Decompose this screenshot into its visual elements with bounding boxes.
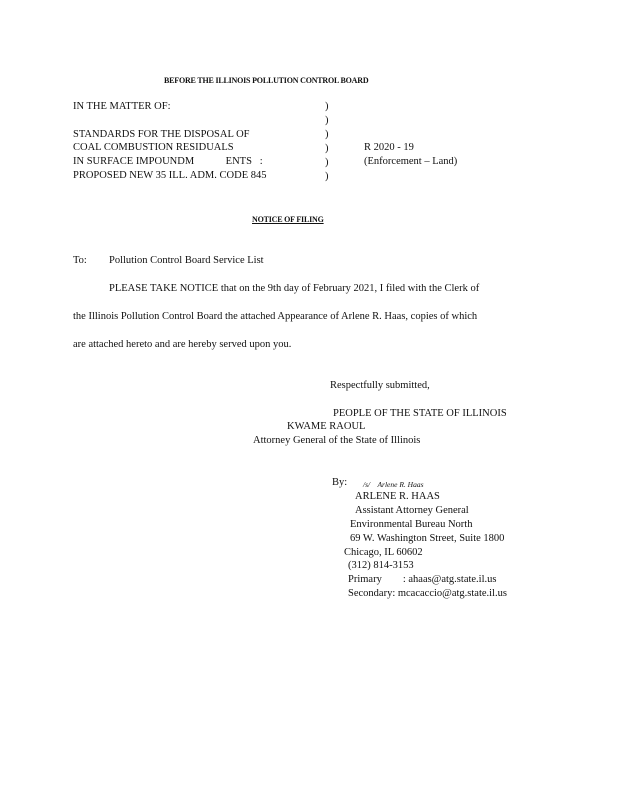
signer-street: 69 W. Washington Street, Suite 1800 (350, 533, 505, 544)
caption-paren: ) (325, 157, 329, 168)
e-signature: /s/ Arlene R. Haas (363, 480, 424, 489)
signer-bureau: Environmental Bureau North (350, 519, 473, 530)
body-line-2: the Illinois Pollution Control Board the attached Appearance of Arlene R. Haas, copies of which (73, 311, 478, 322)
signer-name: ARLENE R. HAAS (355, 491, 440, 502)
to-label: To: (73, 255, 87, 266)
caption-paren: ) (325, 143, 329, 154)
signer-city: Chicago, IL 60602 (344, 547, 423, 558)
ag-title: Attorney General of the State of Illinois (253, 435, 421, 446)
caption-paren: ) (325, 115, 329, 126)
to-value: Pollution Control Board Service List (109, 255, 264, 266)
ag-name: KWAME RAOUL (287, 421, 366, 432)
by-label: By: (332, 477, 348, 488)
caption-line-1: STANDARDS FOR THE DISPOSAL OF (73, 129, 250, 140)
signer-phone: (312) 814-3153 (348, 560, 414, 571)
respectfully-submitted: Respectfully submitted, (330, 380, 430, 391)
body-line-3: are attached hereto and are hereby served upon you. (73, 339, 292, 350)
docket-number: R 2020 - 19 (364, 142, 414, 153)
caption-line-3: IN SURFACE IMPOUNDM ENTS : (73, 156, 263, 167)
caption-paren: ) (325, 101, 329, 112)
signer-secondary-email: Secondary: mcacaccio@atg.state.il.us (348, 588, 507, 599)
caption-line-2: COAL COMBUSTION RESIDUALS (73, 142, 234, 153)
people-of-state: PEOPLE OF THE STATE OF ILLINOIS (333, 408, 507, 419)
page-heading: BEFORE THE ILLINOIS POLLUTION CONTROL BOARD (164, 76, 369, 85)
signer-title: Assistant Attorney General (355, 505, 469, 516)
caption-line-4: PROPOSED NEW 35 ILL. ADM. CODE 845 (73, 170, 267, 181)
caption-matter: IN THE MATTER OF: (73, 101, 171, 112)
body-line-1: PLEASE TAKE NOTICE that on the 9th day of February 2021, I filed with the Clerk of (109, 283, 480, 294)
notice-title: NOTICE OF FILING (252, 215, 324, 224)
caption-paren: ) (325, 129, 329, 140)
docket-type: (Enforcement – Land) (364, 156, 458, 167)
caption-paren: ) (325, 171, 329, 182)
signer-primary-email: Primary : ahaas@atg.state.il.us (348, 574, 497, 585)
